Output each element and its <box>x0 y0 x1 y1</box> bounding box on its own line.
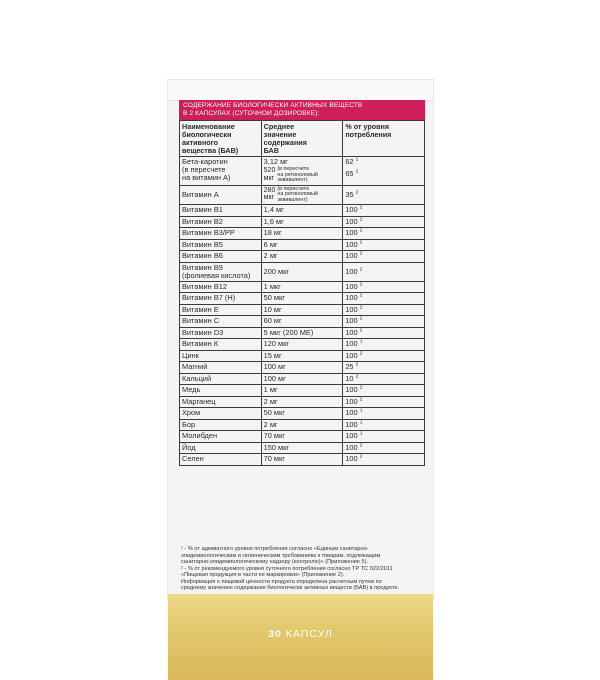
row-amount: 6 мг <box>261 239 343 251</box>
row-name: Медь <box>180 385 262 397</box>
row-percent: 100 $^2$ <box>343 350 425 362</box>
table-row <box>180 281 425 293</box>
row-percent: 25 $^2$ <box>343 362 425 374</box>
row-name: Кальций <box>180 373 262 385</box>
row-amount: 150 мкг <box>261 442 343 454</box>
row-percent: 100 $^1$ <box>343 339 425 351</box>
table-row-vitamin-a <box>180 185 425 205</box>
row-name: Витамин С <box>180 316 262 328</box>
row-amount: 60 мг <box>261 316 343 328</box>
footnote-line: ¹ - % от адекватного уровня потребления согласно «Единым санитарно- <box>181 546 369 552</box>
table-row <box>180 419 425 431</box>
table-row <box>180 327 425 339</box>
table-row <box>180 396 425 408</box>
table-row-vitamin-b9 <box>180 262 425 281</box>
row-percent: 100 $^2$ <box>343 316 425 328</box>
row-name: Витамин К <box>180 339 262 351</box>
table-row <box>180 385 425 397</box>
row-amount: 50 мкг <box>261 408 343 420</box>
table-row <box>180 362 425 374</box>
box-top-strip <box>168 80 433 101</box>
row-percent: 100 $^2$ <box>343 205 425 217</box>
row-amount: 100 мг <box>261 362 343 374</box>
supplement-box <box>168 80 433 640</box>
row-amount: 70 мкг <box>261 431 343 443</box>
row-percent: 100 $^2$ <box>343 454 425 466</box>
row-name: Магний <box>180 362 262 374</box>
row-percent: 100 $^2$ <box>343 293 425 305</box>
row-amount: 3,12 мг 520 мкг (в пересчете на ретиноловый эквивалент) <box>261 157 343 186</box>
table-row <box>180 293 425 305</box>
row-name: Бета-каротин (в пересчете на витамин А) <box>180 157 262 186</box>
row-amount: 280 мкг (в пересчете на ретиноловый эквивалент) <box>261 185 343 205</box>
table-row <box>180 454 425 466</box>
row-amount: 100 мг <box>261 373 343 385</box>
footnote-line: среднему значению содержания биологически активных веществ (БАВ) в продукте. <box>181 585 400 591</box>
table-column-headers <box>180 121 425 157</box>
row-amount: 1,6 мг <box>261 216 343 228</box>
header-line-1: СОДЕРЖАНИЕ БИОЛОГИЧЕСКИ АКТИВНЫХ ВЕЩЕСТВ <box>183 102 363 109</box>
table-row <box>180 304 425 316</box>
row-amount: 2 мг <box>261 419 343 431</box>
row-amount: 50 мкг <box>261 293 343 305</box>
row-percent: 100 $^2$ <box>343 228 425 240</box>
row-percent: 100 $^2$ <box>343 281 425 293</box>
table-row <box>180 431 425 443</box>
row-percent: 100 $^2$ <box>343 304 425 316</box>
column-header-amount: Среднее значение содержания БАВ <box>261 121 343 157</box>
row-name: Витамин B6 <box>180 251 262 263</box>
row-percent: 100 $^2$ <box>343 385 425 397</box>
row-percent: 100 $^2$ <box>343 251 425 263</box>
table-row <box>180 316 425 328</box>
row-amount: 2 мг <box>261 396 343 408</box>
row-amount: 200 мкг <box>261 262 343 281</box>
row-amount: 10 мг <box>261 304 343 316</box>
row-name: Витамин D3 <box>180 327 262 339</box>
row-name: Витамин B12 <box>180 281 262 293</box>
row-name: Йод <box>180 442 262 454</box>
row-name: Цинк <box>180 350 262 362</box>
column-header-name: Наименование биологически активного вещества (БАВ) <box>180 121 262 157</box>
row-percent: 100 $^2$ <box>343 216 425 228</box>
row-percent: 100 $^2$ <box>343 327 425 339</box>
column-header-percent: % от уровня потребления <box>343 121 425 157</box>
row-amount: 120 мкг <box>261 339 343 351</box>
row-name: Витамин B5 <box>180 239 262 251</box>
table-header-band <box>179 100 425 120</box>
row-name: Витамин B1 <box>180 205 262 217</box>
row-percent: 100 $^2$ <box>343 239 425 251</box>
row-percent: 100 $^1$ <box>343 431 425 443</box>
row-percent: 100 $^2$ <box>343 262 425 281</box>
row-name: Хром <box>180 408 262 420</box>
nutrition-table <box>179 120 425 466</box>
row-amount: 1 мг <box>261 385 343 397</box>
table-row <box>180 228 425 240</box>
row-name: Витамин B3/PP <box>180 228 262 240</box>
row-name: Витамин А <box>180 185 262 205</box>
row-name: Молибден <box>180 431 262 443</box>
row-name: Бор <box>180 419 262 431</box>
table-row <box>180 251 425 263</box>
table-row <box>180 373 425 385</box>
row-percent: 62 $^1$ 65 $^2$ <box>343 157 425 186</box>
row-amount: 1,4 мг <box>261 205 343 217</box>
row-name: Марганец <box>180 396 262 408</box>
footnotes <box>181 546 427 592</box>
row-amount: 5 мкг (200 МЕ) <box>261 327 343 339</box>
row-name: Витамин B7 (Н) <box>180 293 262 305</box>
row-percent: 10 $^2$ <box>343 373 425 385</box>
row-name: Витамин B9 (фолиевая кислота) <box>180 262 262 281</box>
row-amount: 15 мг <box>261 350 343 362</box>
row-percent: 100 $^2$ <box>343 396 425 408</box>
capsule-count: 30 <box>268 628 282 640</box>
footnote-line: Информация о пищевой ценности продукта определена расчетным путем по <box>181 578 382 585</box>
row-amount: 2 мг <box>261 251 343 263</box>
row-amount: 18 мг <box>261 228 343 240</box>
table-row <box>180 408 425 420</box>
row-amount: 1 мкг <box>261 281 343 293</box>
footnote-line: «Пищевая продукция в части ее маркировки» (Приложение 2). <box>181 572 345 578</box>
table-row <box>180 205 425 217</box>
row-percent: 100 $^2$ <box>343 442 425 454</box>
header-line-2: В 2 КАПСУЛАХ (СУТОЧНОЙ ДОЗИРОВКЕ): <box>183 110 320 117</box>
table-row <box>180 350 425 362</box>
table-row <box>180 442 425 454</box>
row-percent: 100 $^1$ <box>343 419 425 431</box>
capsule-count-label <box>168 628 433 640</box>
footnote-line: ² - % от рекомендуемого уровня суточного потребления согласно ТР ТС 022/2011 <box>181 565 393 572</box>
footnote-line: санитарно-эпидемиологическому надзору (контролю)» (Приложение 5). <box>181 559 369 565</box>
capsule-unit: КАПСУЛ <box>285 628 333 640</box>
row-percent: 100 $^1$ <box>343 408 425 420</box>
table-row <box>180 239 425 251</box>
row-name: Витамин Е <box>180 304 262 316</box>
row-percent: 35 $^2$ <box>343 185 425 205</box>
table-row <box>180 339 425 351</box>
row-name: Селен <box>180 454 262 466</box>
row-amount: 70 мкг <box>261 454 343 466</box>
table-row-beta-carotene <box>180 157 425 186</box>
footnote-line: эпидемиологическим и гигиеническим требованиям к товарам, подлежащим <box>181 552 381 559</box>
table-row <box>180 216 425 228</box>
row-name: Витамин B2 <box>180 216 262 228</box>
